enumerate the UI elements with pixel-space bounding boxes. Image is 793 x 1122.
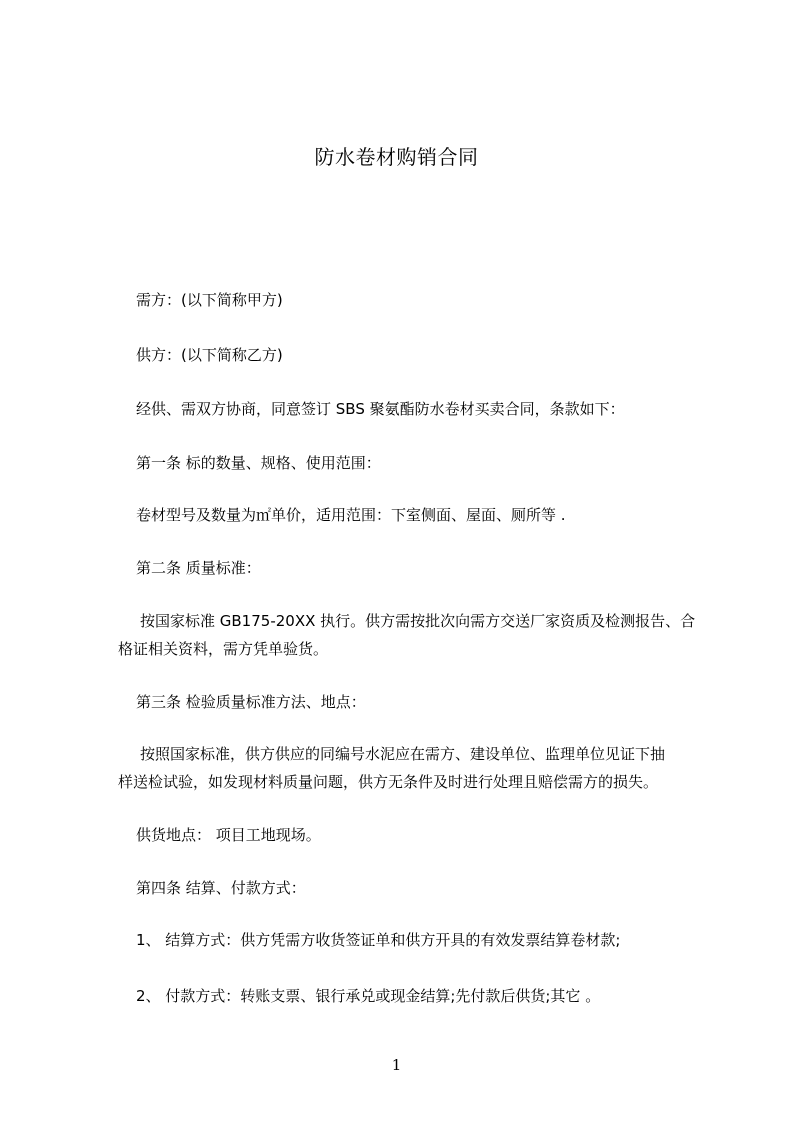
article-3-content-line1: 按照国家标准，供方供应的同编号水泥应在需方、建设单位、监理单位见证下抽 xyxy=(140,745,666,763)
paragraph-buyer: 需方：(以下简称甲方) xyxy=(136,291,283,309)
article-2-heading: 第二条 质量标准： xyxy=(136,559,261,577)
document-title: 防水卷材购销合同 xyxy=(314,145,479,169)
paragraph-supplier: 供方：(以下简称乙方) xyxy=(136,346,283,364)
article-1-heading: 第一条 标的数量、规格、使用范围： xyxy=(136,454,381,472)
paragraph-preamble: 经供、需双方协商，同意签订 SBS 聚氨酯防水卷材买卖合同，条款如下： xyxy=(136,400,625,418)
article-2-content-line1: 按国家标准 GB175-20XX 执行。供方需按批次向需方交送厂家资质及检测报告、合 xyxy=(140,612,696,630)
article-4-heading: 第四条 结算、付款方式： xyxy=(136,879,306,897)
page-number: 1 xyxy=(391,1056,402,1074)
article-3-content-line2: 样送检试验，如发现材料质量问题，供方无条件及时进行处理且赔偿需方的损失。 xyxy=(118,773,659,791)
article-1-content: 卷材型号及数量为㎡单价，适用范围：下室侧面、屋面、厕所等 . xyxy=(136,506,566,524)
article-2-content-line2: 格证相关资料，需方凭单验货。 xyxy=(118,640,329,658)
delivery-location: 供货地点： 项目工地现场。 xyxy=(136,826,321,844)
payment-method-item: 2、 付款方式：转账支票、银行承兑或现金结算;先付款后供货;其它 。 xyxy=(136,987,601,1005)
settlement-method-item: 1、 结算方式：供方凭需方收货签证单和供方开具的有效发票结算卷材款; xyxy=(136,931,621,949)
article-3-heading: 第三条 检验质量标准方法、地点： xyxy=(136,693,366,711)
